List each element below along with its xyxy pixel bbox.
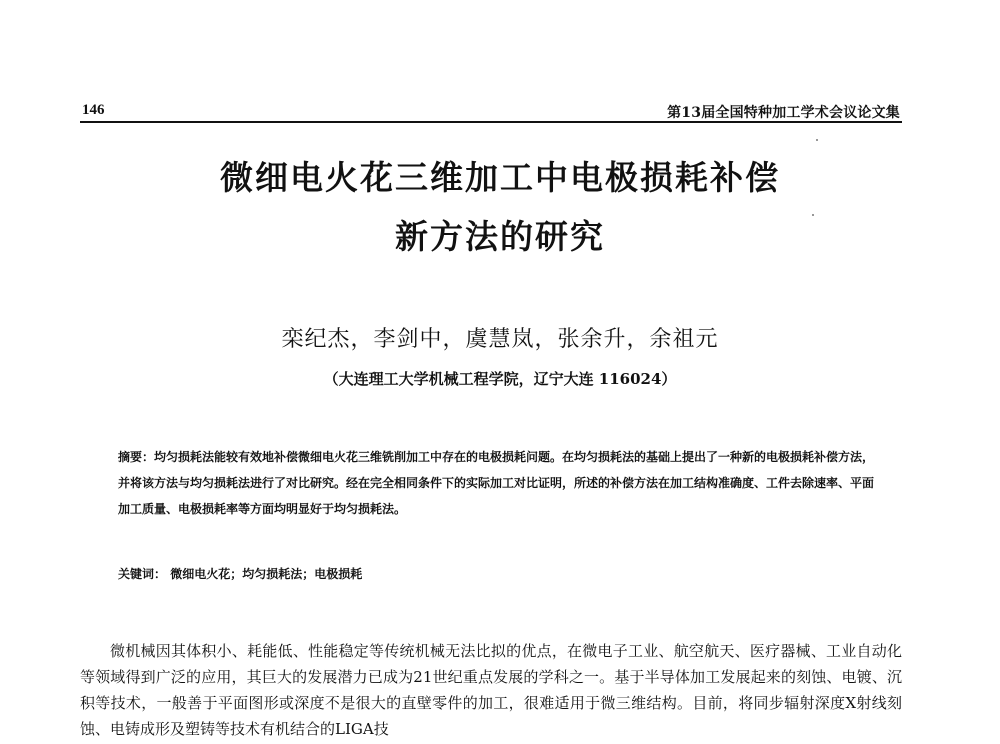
author-list: 栾纪杰，李剑中，虞慧岚，张余升，余祖元 [281,327,719,352]
abstract-label: 摘要： [118,450,155,464]
page-number: 146 [82,102,105,118]
abstract-block [118,444,880,522]
affiliation: （大连理工大学机械工程学院，辽宁大连 116024） [323,370,677,388]
keywords-text: 微细电火花；均匀损耗法；电极损耗 [170,567,363,581]
abstract-text: 均匀损耗法能较有效地补偿微细电火花三维铣削加工中存在的电极损耗问题。在均匀损耗法的基础上提出了一种新的电极损耗补偿方法，并将该方法与均匀损耗法进行了对比研究。经在完全相同条件下的实际加工对比证明，所述的补偿方法在加工结构准确度、工件去除速率、平面加工质量、电极损耗率等方面均明显好于均匀损耗法。 [118,450,875,516]
scan-speck [816,139,818,141]
paper-title-line-1: 微细电火花三维加工中电极损耗补偿 [220,158,780,197]
keywords-label: 关键词： [118,567,167,581]
paper-title-line-2: 新方法的研究 [395,217,605,256]
header-rule [80,121,902,123]
body-paragraph: 微机械因其体积小、耗能低、性能稳定等传统机械无法比拟的优点，在微电子工业、航空航天、医疗器械、工业自动化等领域得到广泛的应用，其巨大的发展潜力已成为21世纪重点发展的学科之一。基于半导体加工发展起来的刻蚀、电镀、沉积等技术，一般善于平面图形或深度不是很大的直壁零件的加工，很难适用于微三维结构。目前，将同步辐射深度X射线刻蚀、电铸成形及塑铸等技术有机结合的LIGA技 [80,642,902,738]
running-header-title: 第13届全国特种加工学术会议论文集 [667,105,900,121]
body-text [80,638,902,742]
scan-speck [812,214,814,216]
abstract-paragraph [118,444,880,522]
keywords-block [118,565,362,582]
